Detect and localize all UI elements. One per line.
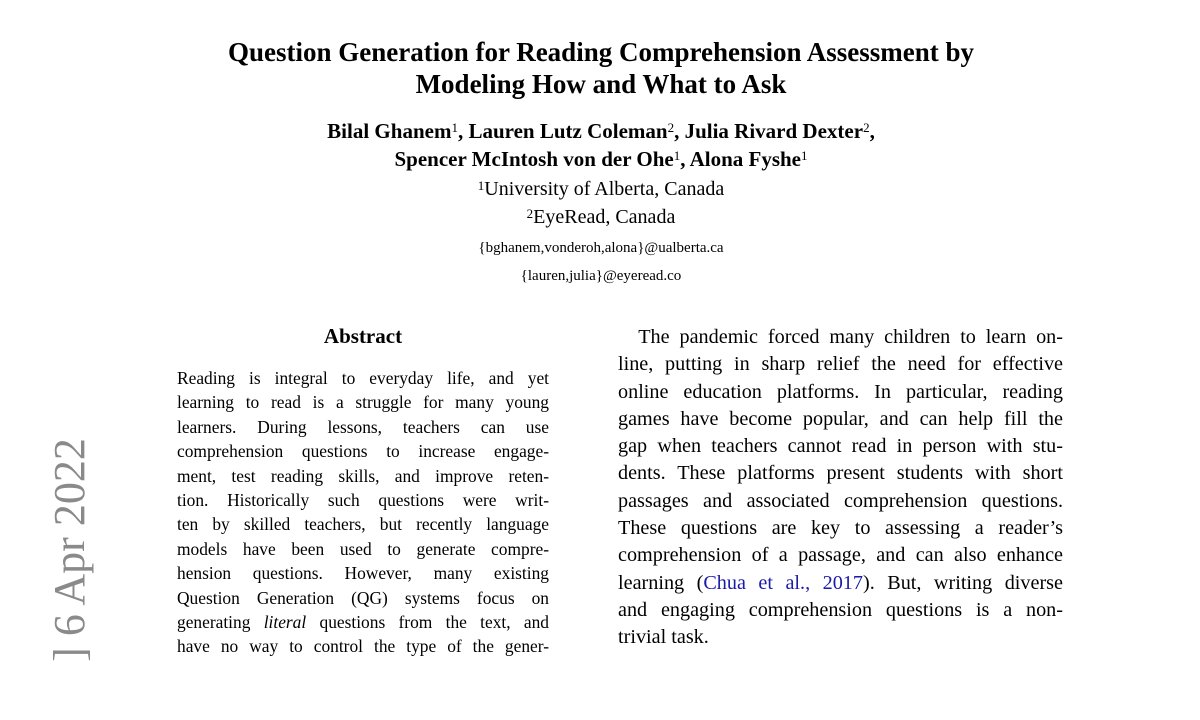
author-list (150, 117, 1052, 173)
author-affil-mark: 1 (801, 148, 808, 163)
email-line: {bghanem,vonderoh,alona}@ualberta.ca (478, 240, 724, 256)
intro-line: gap when teachers cannot read in person with stu- (618, 435, 1063, 458)
abstract-body (177, 366, 549, 659)
abstract-line: Reading is integral to everyday life, and yet (177, 368, 549, 388)
intro-line: comprehension of a passage, and can also enhance (618, 544, 1063, 567)
author-affil-mark: 2 (863, 120, 870, 135)
intro-text: The pandemic forced many children to learn on- (638, 326, 1063, 348)
abstract-line: tion. Historically such questions were writ- (177, 490, 549, 511)
abstract-line: ten by skilled teachers, but recently language (177, 514, 549, 535)
author-name: Bilal Ghanem (327, 119, 452, 143)
affiliation-text: EyeRead, Canada (533, 206, 676, 228)
affiliation-mark: 2 (526, 206, 534, 221)
intro-line: trivial task. (618, 626, 709, 649)
abstract-line: models have been used to generate compre- (177, 538, 549, 559)
abstract-heading: Abstract (323, 324, 403, 348)
affiliation (150, 175, 1052, 203)
paper-title (150, 36, 1052, 100)
intro-line: online education platforms. In particular, reading (618, 380, 1063, 403)
affiliation-mark: 1 (477, 178, 485, 193)
intro-line: dents. These platforms present students with short (618, 462, 1063, 485)
title-line-2: Modeling How and What to Ask (415, 69, 787, 99)
author-name: Spencer McIntosh von der Ohe (394, 147, 674, 171)
affiliations (150, 175, 1052, 231)
abstract-line: have no way to control the type of the gener- (177, 636, 549, 657)
author-name: Alona Fyshe (689, 147, 801, 171)
contact-emails (150, 234, 1052, 290)
intro-text: learning ( (618, 571, 704, 594)
intro-line: and engaging comprehension questions is a non- (618, 598, 1063, 621)
introduction-body (618, 324, 1063, 652)
citation-link[interactable]: Chua et al., 2017 (703, 571, 863, 594)
author-affil-mark: 1 (673, 148, 681, 163)
author-name: Julia Rivard Dexter (684, 119, 864, 143)
intro-text: ). But, writing diverse (862, 571, 1063, 594)
author-affil-mark: 2 (667, 120, 675, 135)
abstract-line: hension questions. However, many existing (177, 563, 549, 584)
abstract-text: generating (177, 612, 264, 633)
title-line-1: Question Generation for Reading Comprehension Assessment by (227, 37, 975, 67)
abstract-line: comprehension questions to increase engage- (177, 441, 549, 462)
intro-line: passages and associated comprehension questions. (618, 489, 1063, 512)
abstract-line: Question Generation (QG) systems focus on (177, 587, 549, 608)
author-row-2: Spencer McIntosh von der Ohe$^1$, Alona Fyshe$^1$ (394, 147, 808, 171)
author-affil-mark: 1 (451, 120, 458, 135)
intro-line (618, 570, 1063, 597)
abstract-line: learning to read is a struggle for many young (177, 392, 549, 413)
intro-line: line, putting in sharp relief the need for effective (618, 353, 1063, 376)
abstract-line: learners. During lessons, teachers can use (177, 416, 549, 437)
abstract-line (177, 610, 549, 634)
intro-line: games have become popular, and can help fill the (618, 407, 1063, 430)
author-name: Lauren Lutz Coleman (468, 119, 668, 143)
arxiv-side-stamp: ] 6 Apr 2022 (45, 438, 94, 662)
author-row-1: Bilal Ghanem$^1$, Lauren Lutz Coleman$^2$, Julia Rivard Dexter$^2$, (327, 119, 875, 143)
affiliation (150, 203, 1052, 231)
intro-line: These questions are key to assessing a reader’s (618, 517, 1063, 540)
abstract-line: ment, test reading skills, and improve reten- (177, 465, 549, 486)
email-line: {lauren,julia}@eyeread.co (520, 268, 682, 284)
abstract-italic-term: literal (263, 612, 307, 633)
abstract-text: questions from the text, and (306, 612, 549, 633)
intro-line (618, 324, 1063, 351)
affiliation-text: University of Alberta, Canada (484, 178, 725, 200)
